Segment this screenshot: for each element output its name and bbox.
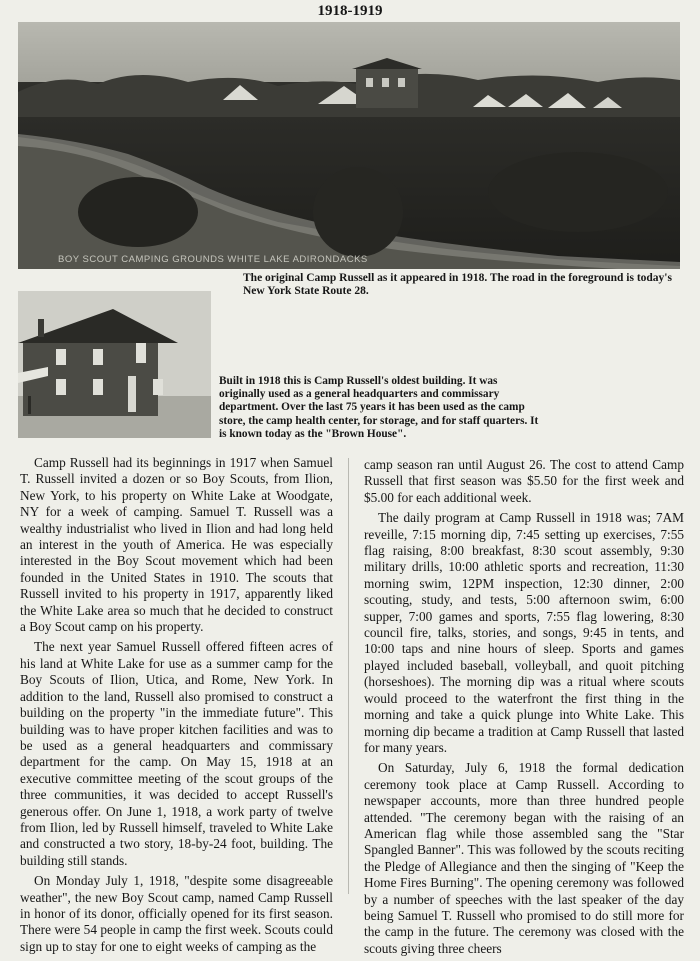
- column-divider: [348, 458, 349, 894]
- article-column-right: [364, 457, 684, 961]
- top-photo-caption: The original Camp Russell as it appeared in 1918. The road in the foreground is today's New York State Route 28.: [243, 272, 672, 297]
- paragraph: The next year Samuel Russell offered fifteen acres of his land at White Lake for use as a summer camp for the Boy Scouts of Ilion, Utica, and Rome, New York. In addition to the land, Russell also promised to construct a building on the property "in the immediate future". This building was to have proper kitchen facilities and was to be used as a general headquarters and commissary department for the camp. On May 15, 1918 at an executive committee meeting of the scout groups of the three communities, it was decided to accept Russell's generous offer. On June 1, 1918, a work party of twelve from Ilion, led by Russell himself, traveled to White Lake and constructed a two story, 18-by-24 foot, building. The building still stands.: [20, 639, 333, 868]
- article-column-left: [20, 455, 333, 959]
- paragraph: Camp Russell had its beginnings in 1917 when Samuel T. Russell invited a dozen or so Boy Scouts, from Ilion, New York, to his property on White Lake at Woodgate, NY for a week of camping. Samuel T. Russell was a wealthy industrialist who lived in Ilion and had long held an interest in the youth of America. He was especially interested in the Boy Scout movement which had been founded in the United States in 1910. The scouts that Russell invited to his property in 1917, apparently liked the White Lake area so much that he decided to construct a Boy Scout camp on his property.: [20, 455, 333, 635]
- camp-grounds-photo: [18, 22, 680, 269]
- paragraph: camp season ran until August 26. The cost to attend Camp Russell that first season was $5.50 for the first week and $5.00 for each additional week.: [364, 457, 684, 505]
- paragraph: On Saturday, July 6, 1918 the formal dedication ceremony took place at Camp Russell. According to newspaper accounts, more than three hundred people attended. "The ceremony began with the raising of an American flag while those assembled sang the "Star Spangled Banner". This was followed by the scouts reciting the Pledge of Allegiance and then the singing of "Keep the Home Fires Burning". The opening ceremony was followed by a number of speeches with the last speaker of the day being Samuel T. Russell who promised to do still more for the camp in the future. The ceremony was closed with the scouts giving three cheers: [364, 760, 684, 956]
- page-title: 1918-1919: [317, 3, 383, 19]
- paragraph: On Monday July 1, 1918, "despite some disagreeable weather", the new Boy Scout camp, named Camp Russell in honor of its donor, officially opened for its first season. There were 54 people in camp the first week. Scouts could sign up to stay for one to eight weeks of camping as the: [20, 873, 333, 954]
- paragraph: The daily program at Camp Russell in 1918 was; 7AM reveille, 7:15 morning dip, 7:45 setting up exercises, 7:55 flag raising, 8:00 breakfast, 8:30 scout assembly, 9:30 military drills, 10:00 athletic sports and recreation, 11:30 morning swim, 12PM inspection, 12:30 dinner, 2:00 scouting, study, and tests, 5:00 afternoon swim, 6:00 supper, 7:00 games and sports, 7:55 flag lowering, 8:30 council fire, talks, stories, and songs, 9:45 in tents, and 10:00 taps and nine hours of sleep. Sports and games played included baseball, volleyball, and quoit pitching (horseshoes). The morning dip was a ritual where scouts would proceed to the waterfront the first thing in the morning and take a quick plunge into White Lake. This morning dip became a tradition at Camp Russell that lasted for many years.: [364, 510, 684, 755]
- brown-house-photo: [18, 291, 211, 438]
- house-photo-caption: Built in 1918 this is Camp Russell's oldest building. It was originally used as a general headquarters and commissary department. Over the last 75 years it has been used as the camp store, the camp health center, for storage, and for staff quarters. It is known today as the "Brown House".: [219, 375, 539, 440]
- photo-inscription: BOY SCOUT CAMPING GROUNDS WHITE LAKE ADIRONDACKS: [58, 254, 368, 265]
